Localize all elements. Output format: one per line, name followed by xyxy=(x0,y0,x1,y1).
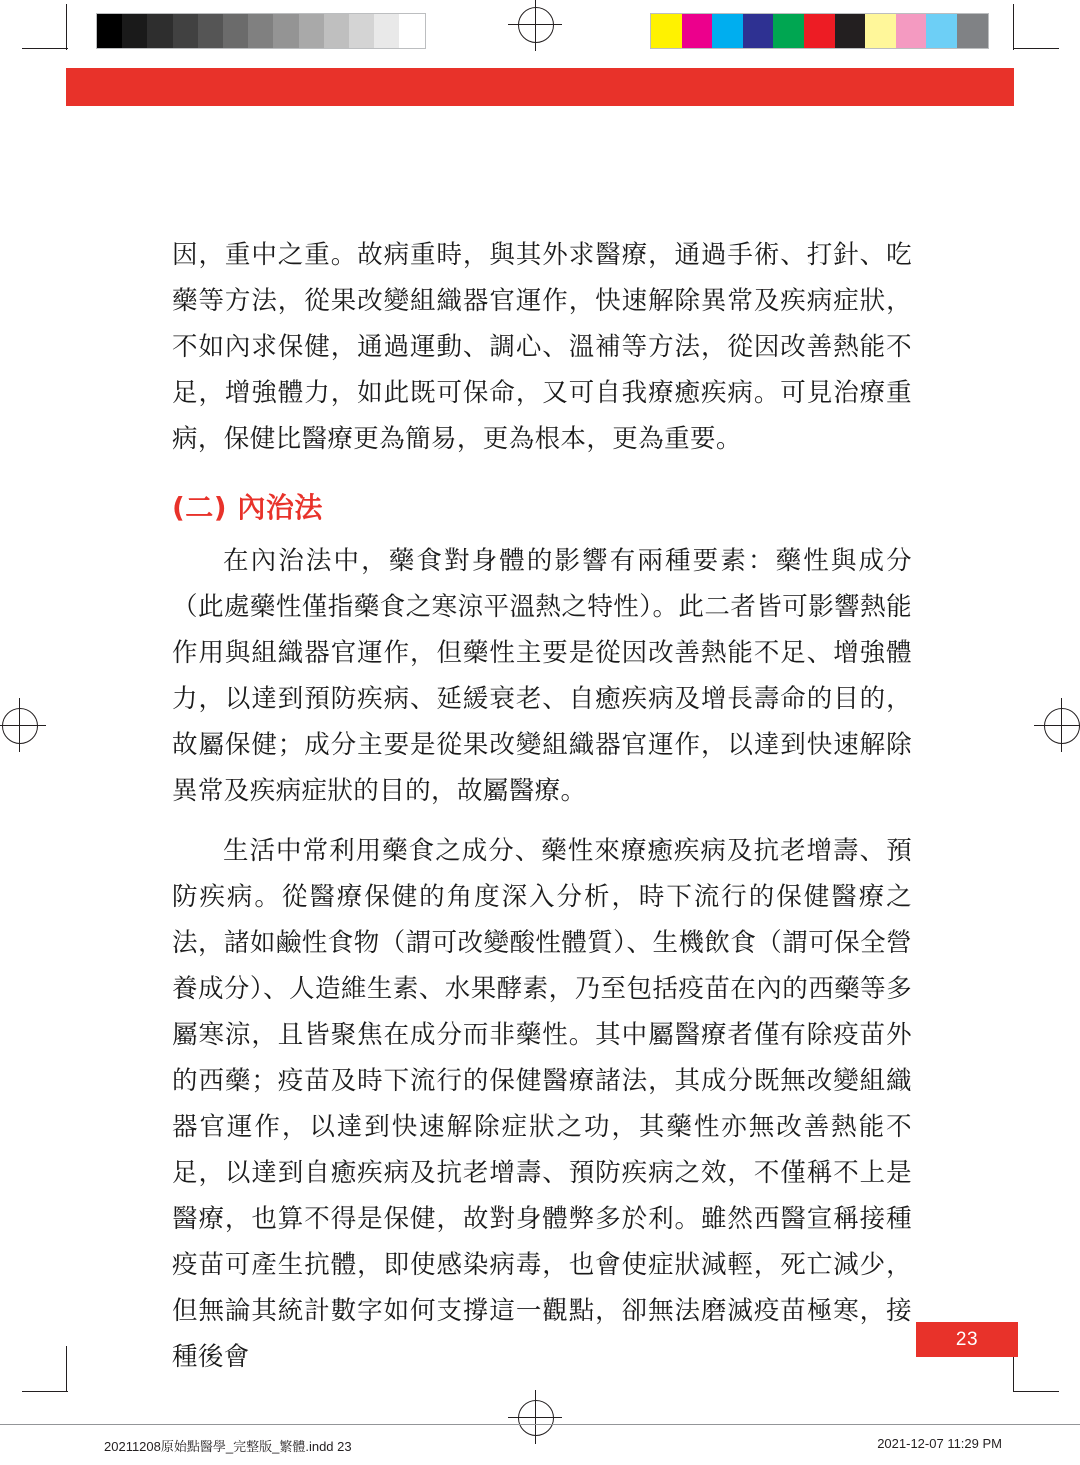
color-calibration-bar xyxy=(650,13,989,49)
registration-mark-right-cross-v xyxy=(1061,698,1062,752)
color-swatch xyxy=(926,14,957,48)
paragraph-3: 生活中常利用藥食之成分、藥性來療癒疾病及抗老增壽、預防疾病。從醫療保健的角度深入分析，時下流行的保健醫療之法，諸如鹼性食物（謂可改變酸性體質）、生機飲食（謂可保全營養成分）、人造維生素、水果酵素，乃至包括疫苗在內的西藥等多屬寒涼，且皆聚焦在成分而非藥性。其中屬醫療者僅有除疫苗外的西藥；疫苗及時下流行的保健醫療諸法，其成分既無改變組織器官運作，以達到快速解除症狀之功，其藥性亦無改善熱能不足，以達到自癒疾病及抗老增壽、預防疾病之效，不僅稱不上是醫療，也算不得是保健，故對身體弊多於利。雖然西醫宣稱接種疫苗可產生抗體，即使感染病毒，也會使症狀減輕，死亡減少，但無論其統計數字如何支撐這一觀點，卻無法磨滅疫苗極寒，接種後會 xyxy=(172,836,912,1371)
grayscale-swatch xyxy=(97,14,122,48)
grayscale-swatch xyxy=(248,14,273,48)
crop-mark-bottom-right-horizontal xyxy=(1013,1391,1059,1392)
registration-mark-left xyxy=(2,708,38,744)
color-swatch xyxy=(682,14,713,48)
color-swatch xyxy=(896,14,927,48)
crop-mark-bottom-left-horizontal xyxy=(22,1391,68,1392)
registration-mark-right xyxy=(1044,708,1080,744)
grayscale-calibration-bar xyxy=(96,13,426,49)
registration-mark-right-cross-h xyxy=(1034,725,1080,726)
header-red-band xyxy=(66,68,1014,106)
crop-mark-bottom-left-vertical xyxy=(66,1346,67,1392)
registration-mark-bottom xyxy=(518,1400,554,1436)
color-swatch xyxy=(651,14,682,48)
crop-mark-top-left-vertical xyxy=(66,4,67,50)
color-swatch xyxy=(743,14,774,48)
color-swatch xyxy=(712,14,743,48)
color-swatch xyxy=(835,14,866,48)
grayscale-swatch xyxy=(349,14,374,48)
registration-mark-left-cross-v xyxy=(19,698,20,752)
grayscale-swatch xyxy=(299,14,324,48)
page-number: 23 xyxy=(916,1322,1018,1357)
grayscale-swatch xyxy=(122,14,147,48)
grayscale-swatch xyxy=(374,14,399,48)
footer-timestamp: 2021-12-07 11:29 PM xyxy=(877,1436,1002,1451)
color-swatch xyxy=(804,14,835,48)
color-swatch xyxy=(957,14,988,48)
page-content xyxy=(172,232,912,1380)
registration-mark-left-cross-h xyxy=(0,725,46,726)
registration-mark-top xyxy=(518,7,554,43)
grayscale-swatch xyxy=(273,14,298,48)
registration-mark-top-cross-v xyxy=(535,0,536,51)
grayscale-swatch xyxy=(324,14,349,48)
crop-mark-top-right-vertical xyxy=(1013,4,1014,50)
grayscale-swatch xyxy=(223,14,248,48)
crop-mark-top-right-horizontal xyxy=(1013,48,1059,49)
footer-divider xyxy=(0,1424,1080,1425)
paragraph-1: 因，重中之重。故病重時，與其外求醫療，通過手術、打針、吃藥等方法，從果改變組織器官運作，快速解除異常及疾病症狀，不如內求保健，通過運動、調心、溫補等方法，從因改善熱能不足，增強體力，如此既可保命，又可自我療癒疾病。可見治療重病，保健比醫療更為簡易，更為根本，更為重要。 xyxy=(172,240,912,453)
section-heading: (二) 內治法 xyxy=(172,491,323,524)
registration-mark-bottom-cross-v xyxy=(535,1390,536,1444)
grayscale-swatch xyxy=(173,14,198,48)
grayscale-swatch xyxy=(147,14,172,48)
crop-mark-top-left-horizontal xyxy=(22,48,68,49)
color-swatch xyxy=(865,14,896,48)
footer-file-slug: 20211208原始點醫學_完整版_繁體.indd 23 xyxy=(104,1439,352,1454)
grayscale-swatch xyxy=(198,14,223,48)
color-swatch xyxy=(773,14,804,48)
grayscale-swatch xyxy=(399,14,424,48)
paragraph-2: 在內治法中，藥食對身體的影響有兩種要素：藥性與成分（此處藥性僅指藥食之寒涼平溫熱之特性）。此二者皆可影響熱能作用與組織器官運作，但藥性主要是從因改善熱能不足、增強體力，以達到預防疾病、延緩衰老、自癒疾病及增長壽命的目的，故屬保健；成分主要是從果改變組織器官運作，以達到快速解除異常及疾病症狀的目的，故屬醫療。 xyxy=(172,546,912,805)
